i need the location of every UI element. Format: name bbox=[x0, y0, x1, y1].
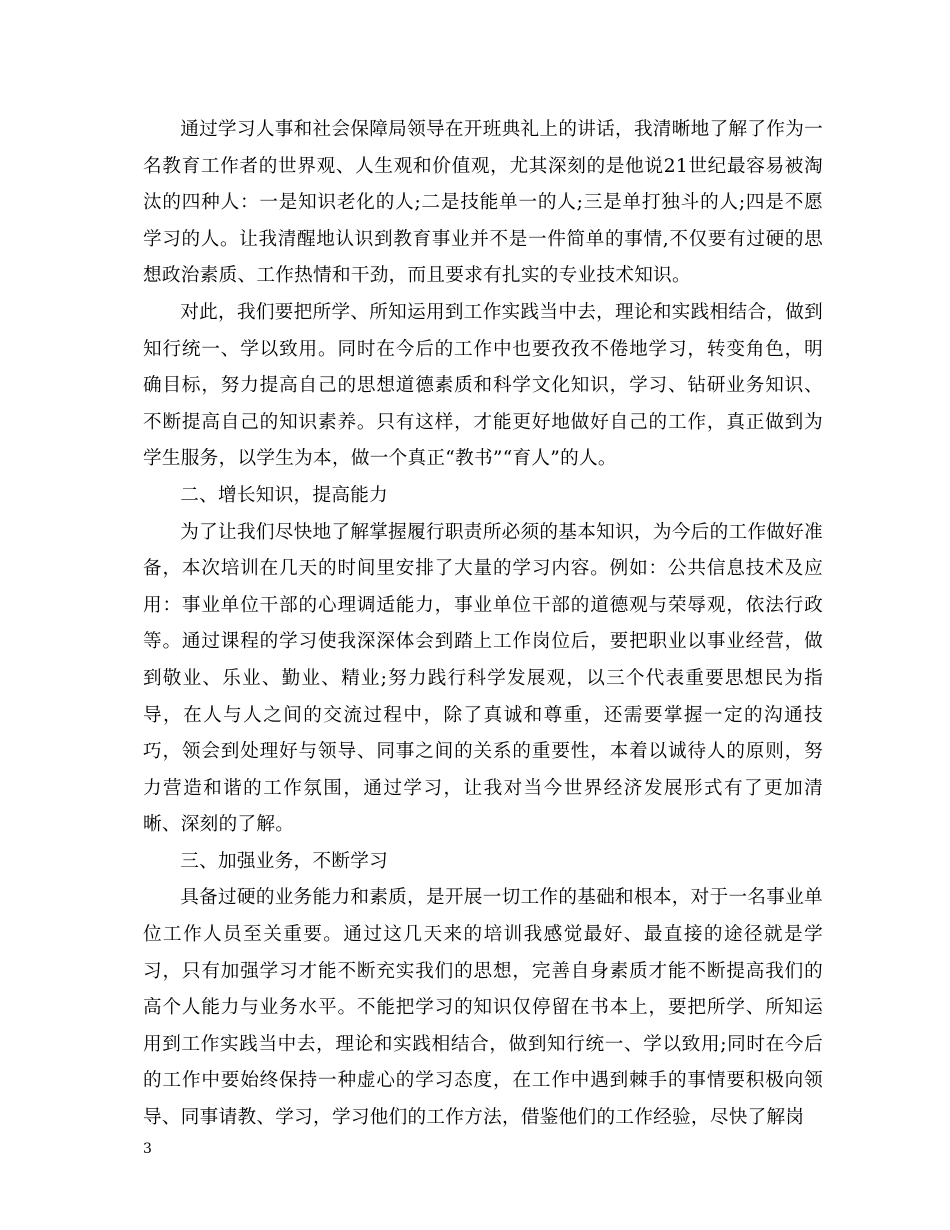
paragraph-training-content: 为了让我们尽快地了解掌握履行职责所必须的基本知识，为今后的工作做好准备，本次培训在几天的时间里安排了大量的学习内容。例如：公共信息技术及应用：事业单位干部的心理调适能力，事业单位干部的道德观与荣辱观，依法行政等。通过课程的学习使我深深体会到踏上工作岗位后，要把职业以事业经营，做到敬业、乐业、勤业、精业;努力践行科学发展观，以三个代表重要思想民为指导，在人与人之间的交流过程中，除了真诚和尊重，还需要掌握一定的沟通技巧，领会到处理好与领导、同事之间的关系的重要性，本着以诚待人的原则，努力营造和谐的工作氛围，通过学习，让我对当今世界经济发展形式有了更加清晰、深刻的了解。 bbox=[143, 521, 823, 836]
paragraph-business-ability: 具备过硬的业务能力和素质，是开展一切工作的基础和根本，对于一名事业单位工作人员至关重要。通过这几天来的培训我感觉最好、最直接的途径就是学习，只有加强学习才能不断充实我们的思想，完善自身素质才能不断提高我们的高个人能力与业务水平。不能把学习的知识仅停留在书本上，要把所学、所知运用到工作实践当中去，理论和实践相结合，做到知行统一、学以致用;同时在今后的工作中要始终保持一种虚心的学习态度，在工作中遇到棘手的事情要积极向领导、同事请教、学习，学习他们的工作方法，借鉴他们的工作经验，尽快了解岗 bbox=[143, 887, 823, 1129]
paragraph-leadership-speech: 通过学习人事和社会保障局领导在开班典礼上的讲话，我清晰地了解了作为一名教育工作者的世界观、人生观和价值观，尤其深刻的是他说21世纪最容易被淘汰的四种人：一是知识老化的人;二是技能单一的人;三是单打独斗的人;四是不愿学习的人。让我清醒地认识到教育事业并不是一件简单的事情,不仅要有过硬的思想政治素质、工作热情和干劲，而且要求有扎实的专业技术知识。 bbox=[143, 119, 823, 287]
section-heading-business: 三、加强业务，不断学习 bbox=[180, 850, 389, 872]
paragraph-apply-knowledge: 对此，我们要把所学、所知运用到工作实践当中去，理论和实践相结合，做到知行统一、学以致用。同时在今后的工作中也要孜孜不倦地学习，转变角色，明确目标，努力提高自己的思想道德素质和科学文化知识，学习、钻研业务知识、不断提高自己的知识素养。只有这样，才能更好地做好自己的工作，真正做到为学生服务，以学生为本，做一个真正“教书”“育人”的人。 bbox=[143, 301, 823, 470]
document-body bbox=[143, 112, 823, 1137]
section-heading-knowledge: 二、增长知识，提高能力 bbox=[180, 484, 389, 506]
page-number: 3 bbox=[143, 1141, 152, 1157]
